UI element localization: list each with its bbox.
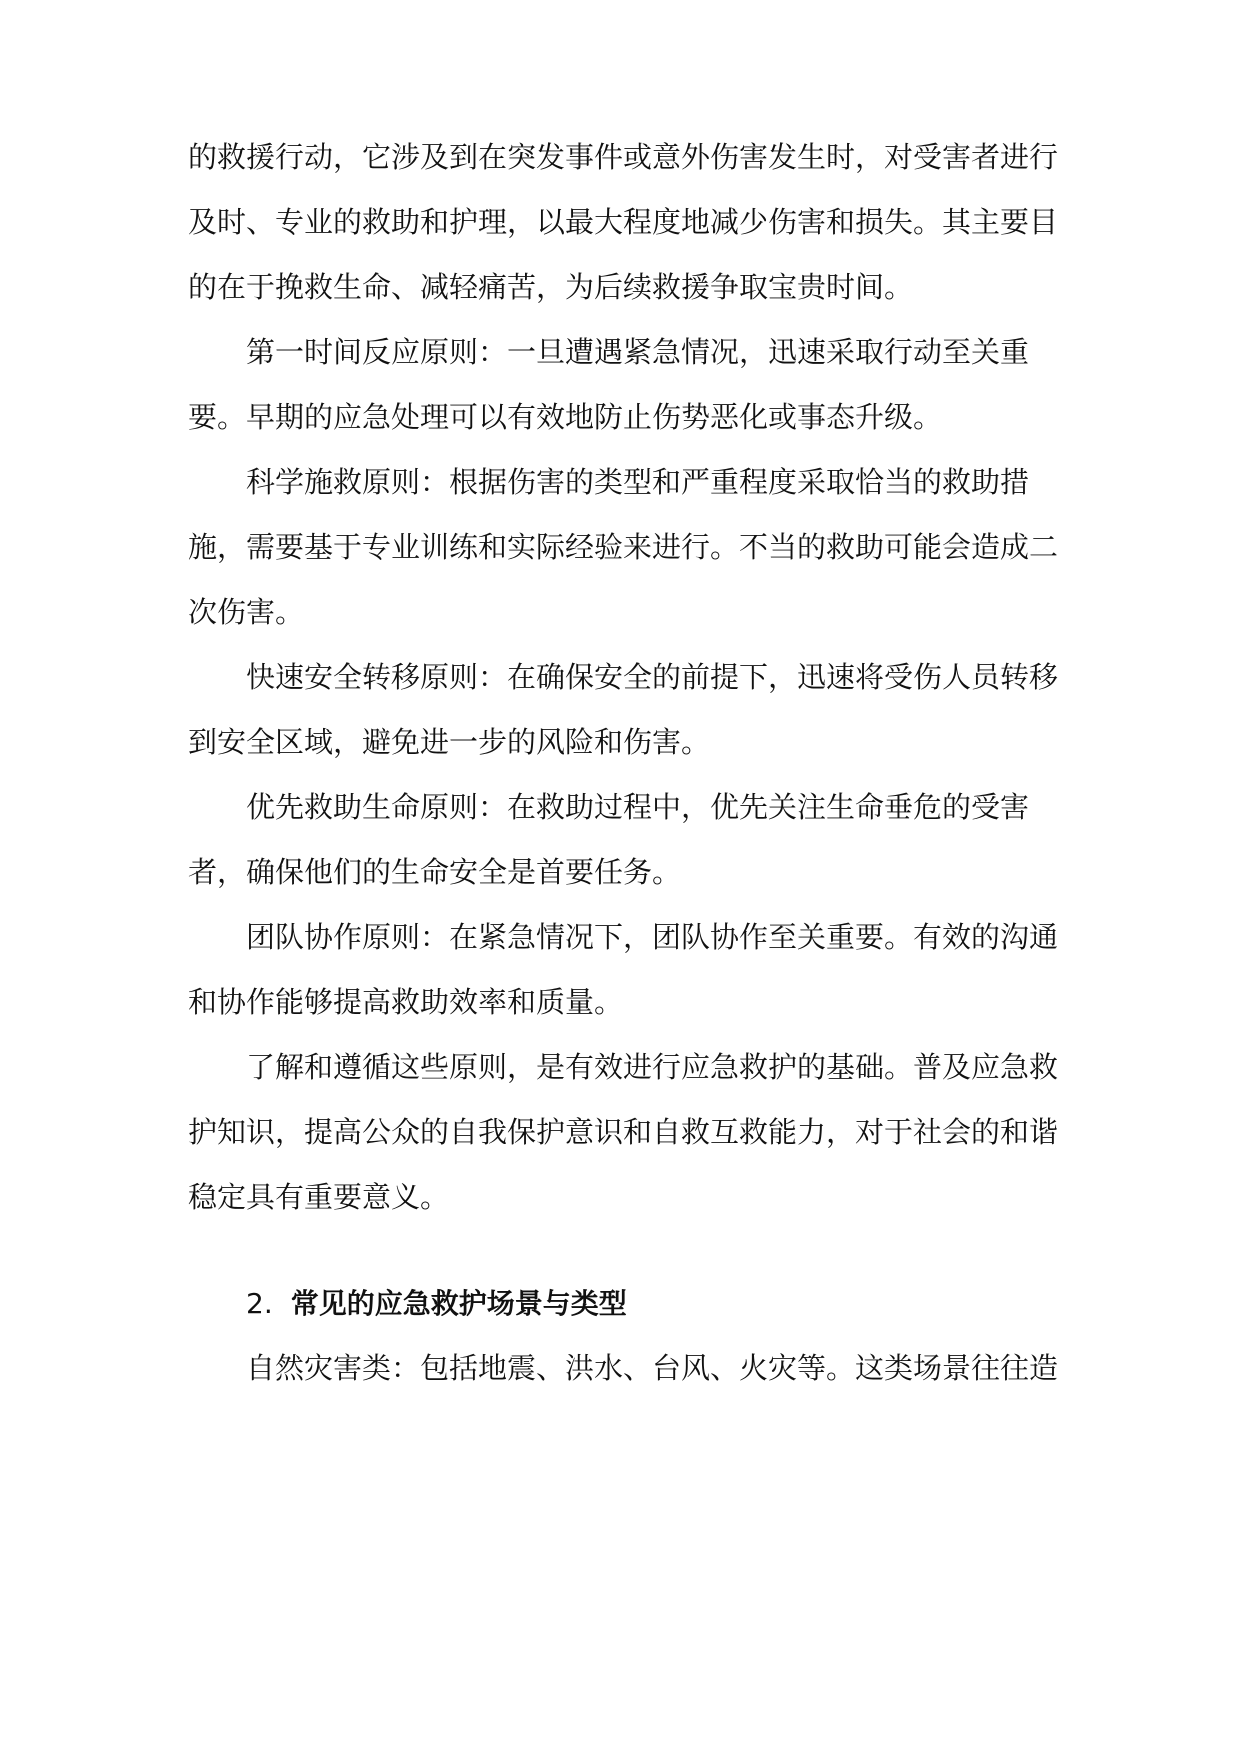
paragraph-scientific-rescue: 科学施救原则：根据伤害的类型和严重程度采取恰当的救助措施，需要基于专业训练和实际经验来进行。不当的救助可能会造成二次伤害。 [188, 465, 1059, 629]
paragraph-teamwork: 团队协作原则：在紧急情况下，团队协作至关重要。有效的沟通和协作能够提高救助效率和质量。 [188, 920, 1059, 1019]
paragraph-life-priority: 优先救助生命原则：在救助过程中，优先关注生命垂危的受害者，确保他们的生命安全是首要任务。 [188, 790, 1030, 889]
paragraph-natural-disasters: 自然灾害类：包括地震、洪水、台风、火灾等。这类场景往往造 [246, 1351, 1059, 1385]
section-title: 常见的应急救护场景与类型 [290, 1287, 627, 1320]
paragraph-summary: 了解和遵循这些原则，是有效进行应急救护的基础。普及应急救护知识，提高公众的自我保护意识和自救互救能力，对于社会的和谐稳定具有重要意义。 [188, 1050, 1059, 1214]
section-heading [188, 1271, 1063, 1336]
paragraph-safe-transfer: 快速安全转移原则：在确保安全的前提下，迅速将受伤人员转移到安全区域，避免进一步的风险和伤害。 [188, 660, 1059, 759]
paragraph-first-response: 第一时间反应原则：一旦遭遇紧急情况，迅速采取行动至关重要。早期的应急处理可以有效地防止伤势恶化或事态升级。 [188, 335, 1030, 434]
document-body [188, 125, 1063, 1401]
section-number: 2. [246, 1287, 273, 1320]
paragraph-intro-continued: 的救援行动，它涉及到在突发事件或意外伤害发生时，对受害者进行及时、专业的救助和护理，以最大程度地减少伤害和损失。其主要目的在于挽救生命、减轻痛苦，为后续救援争取宝贵时间。 [188, 140, 1059, 304]
